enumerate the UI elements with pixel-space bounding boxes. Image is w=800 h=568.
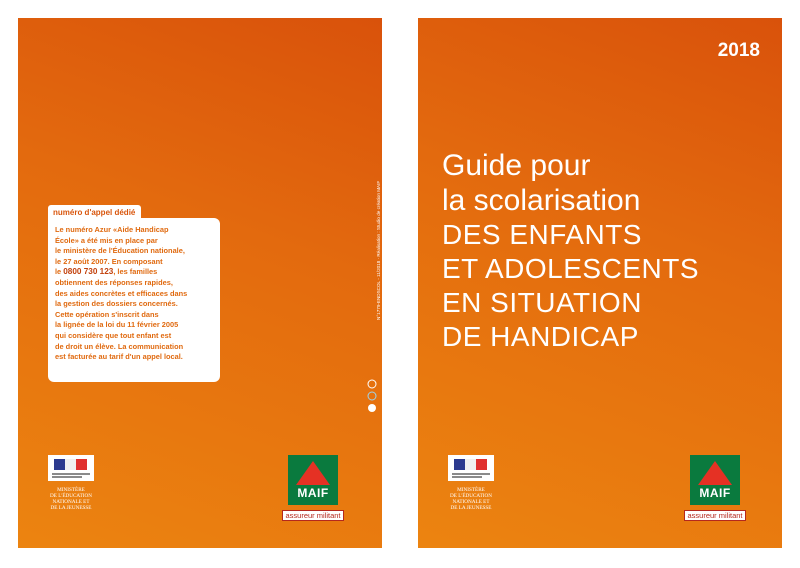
- subtitle-line: DE HANDICAP: [442, 321, 639, 352]
- info-line: de droit un élève. La communication: [55, 341, 184, 351]
- guide-title: [442, 148, 699, 354]
- ministry-line: DE LA JEUNESSE: [50, 505, 92, 511]
- ministry-logo: [46, 455, 96, 511]
- phone-suffix: , les familles: [113, 267, 158, 277]
- maif-emblem-icon: [288, 455, 338, 505]
- maif-tagline: assureur militant: [282, 510, 343, 521]
- info-box: [48, 218, 220, 382]
- subtitle-line: EN SITUATION: [442, 287, 642, 318]
- maif-wordmark: MAIF: [297, 486, 329, 500]
- info-line: Le numéro Azur «Aide Handicap: [55, 225, 169, 234]
- maif-tagline: assureur militant: [684, 510, 745, 521]
- ministry-line: DE L'ÉDUCATION: [450, 493, 492, 499]
- info-tab-label: numéro d'appel dédié: [48, 205, 141, 220]
- ministry-line: DE LA JEUNESSE: [450, 505, 492, 511]
- edition-year: 2018: [717, 40, 760, 61]
- ministry-logo: [446, 455, 496, 511]
- ministry-line: NATIONALE ET: [52, 499, 90, 505]
- info-line: le 27 août 2007. En composant: [55, 256, 163, 266]
- info-line-phone: [55, 267, 214, 278]
- info-line: le ministère de l'Éducation nationale,: [55, 246, 185, 256]
- info-line: École» a été mis en place par: [55, 235, 158, 245]
- info-line: Cette opération s'inscrit dans: [55, 309, 159, 319]
- maif-logo: [278, 455, 348, 523]
- print-credit: N°1779-ENDSCOL - 11/2018 · Réalisation : Studio de création MAIF: [376, 180, 381, 320]
- eco-label-icon: [366, 378, 378, 414]
- info-line: des aides concrètes et efficaces dans: [55, 288, 188, 298]
- maif-emblem-icon: [690, 455, 740, 505]
- title-line: Guide pour: [442, 149, 591, 182]
- ministry-line: MINISTÈRE: [457, 487, 485, 493]
- info-line: la gestion des dossiers concernés.: [55, 299, 178, 309]
- ministry-line: NATIONALE ET: [452, 499, 490, 505]
- subtitle-line: ET ADOLESCENTS: [442, 253, 700, 284]
- ministry-line: MINISTÈRE: [57, 487, 85, 493]
- ministry-line: DE L'ÉDUCATION: [50, 493, 92, 499]
- maif-wordmark: MAIF: [699, 486, 731, 500]
- info-line: obtiennent des réponses rapides,: [55, 277, 173, 287]
- phone-prefix: le: [55, 267, 64, 277]
- marianne-flag-icon: [448, 455, 494, 481]
- marianne-flag-icon: [48, 455, 94, 481]
- info-line: qui considère que tout enfant est: [55, 330, 172, 340]
- subtitle-line: DES ENFANTS: [442, 219, 642, 250]
- front-cover: [418, 18, 782, 548]
- phone-number: 0800 730 123: [63, 267, 114, 277]
- maif-logo: [680, 455, 750, 523]
- title-line: la scolarisation: [442, 184, 641, 217]
- info-line: est facturée au tarif d'un appel local.: [55, 352, 183, 362]
- back-cover: [18, 18, 382, 548]
- info-line: la lignée de la loi du 11 février 2005: [55, 320, 179, 330]
